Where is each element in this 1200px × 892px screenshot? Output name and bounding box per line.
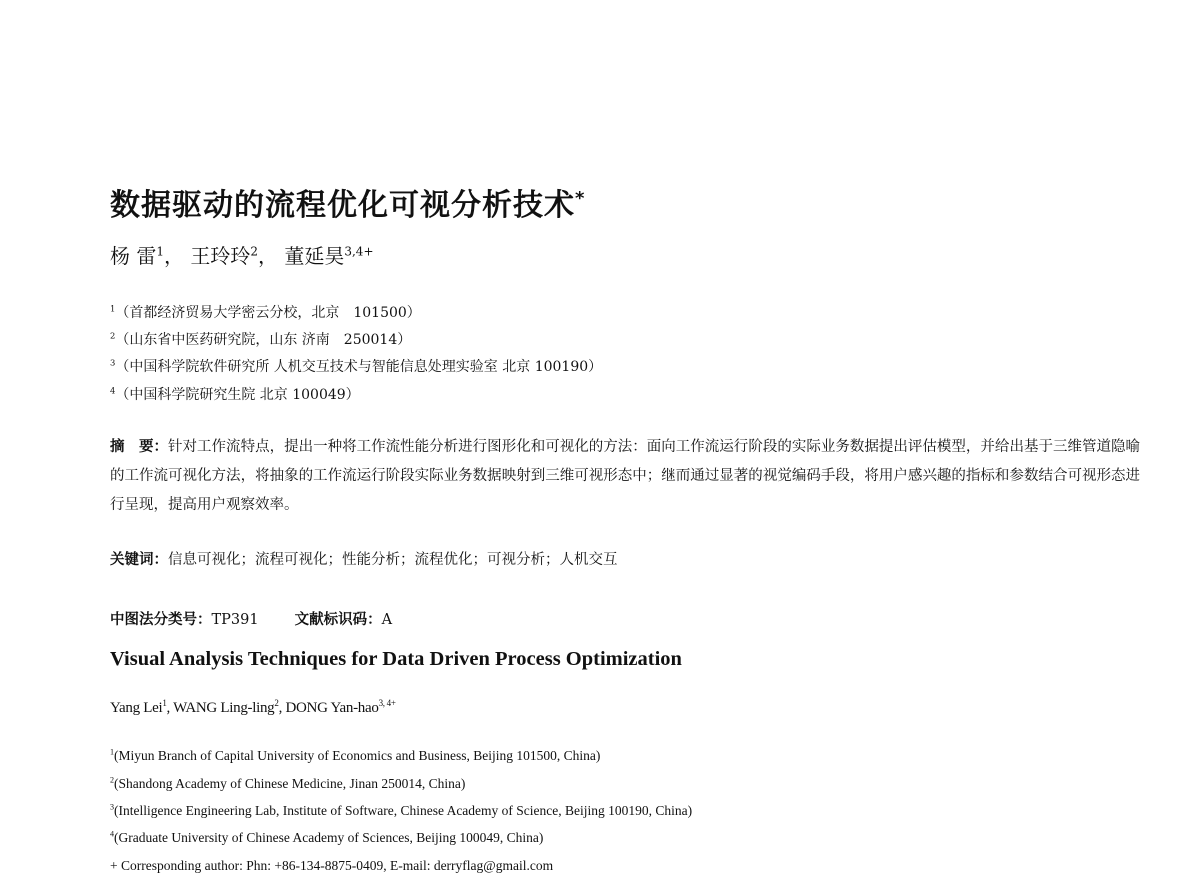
authors-en [110, 700, 396, 717]
affiliation-cn: $^2$（山东省中医药研究院，山东 济南 250014） [110, 330, 412, 348]
author-cn: 杨 雷$^1$， [110, 244, 184, 268]
author-en: DONG Yan-hao$^{3, 4+}$ [285, 698, 396, 716]
keywords-text: 信息可视化；流程可视化；性能分析；流程优化；可视分析；人机交互 [168, 552, 618, 568]
author-cn: 董延昊$^{3,4+}$ [284, 244, 374, 268]
affiliation-cn: $^4$（中国科学院研究生院 北京 100049） [110, 385, 360, 403]
author-cn: 王玲玲$^2$， [190, 244, 278, 268]
clc-value: TP391 [211, 612, 259, 628]
authors-cn [110, 240, 374, 269]
affiliation-en: $^3$(Intelligence Engineering Lab, Institute of Software, Chinese Academy of Science, Beijing 100190, China) [110, 802, 693, 818]
affiliation-cn: $^3$（中国科学院软件研究所 人机交互技术与智能信息处理实验室 北京 100190） [110, 357, 603, 375]
corresponding-author: + Corresponding author: Phn: +86-134-8875-0409, E-mail: derryflag@gmail.com [110, 858, 554, 873]
paper-title-cn [110, 180, 585, 224]
title-footnote-mark: * [575, 188, 586, 209]
doc-code-value: A [381, 612, 393, 628]
abstract-label: 摘 要： [110, 438, 169, 455]
paper-title-en: Visual Analysis Techniques for Data Driven Process Optimization [110, 648, 682, 670]
keywords-label: 关键词： [110, 551, 168, 568]
clc-label: 中图法分类号： [110, 611, 212, 628]
keywords [110, 548, 618, 569]
affiliation-en: $^4$(Graduate University of Chinese Academy of Sciences, Beijing 100049, China) [110, 829, 544, 845]
affiliation-en: $^2$(Shandong Academy of Chinese Medicine, Jinan 250014, China) [110, 775, 466, 791]
abstract [110, 432, 1140, 520]
affiliation-en: $^1$(Miyun Branch of Capital University of Economics and Business, Beijing 101500, China) [110, 747, 601, 763]
doc-code-label: 文献标识码： [294, 611, 382, 628]
title-cn-text: 数据驱动的流程优化可视分析技术 [110, 188, 575, 223]
author-en: WANG Ling-ling$^2$, [173, 698, 286, 716]
affiliation-cn: $^1$（首都经济贸易大学密云分校，北京 101500） [110, 303, 421, 321]
classification [110, 608, 392, 629]
author-en: Yang Lei$^1$, [110, 698, 174, 716]
abstract-text: 针对工作流特点，提出一种将工作流性能分析进行图形化和可视化的方法：面向工作流运行阶段的实际业务数据提出评估模型，并给出基于三维管道隐喻的工作流可视化方法，将抽象的工作流运行阶段实际业务数据映射到三维可视形态中；继而通过显著的视觉编码手段，将用户感兴趣的指标和参数结合可视形态进行呈现，提高用户观察效率。 [110, 439, 1140, 513]
